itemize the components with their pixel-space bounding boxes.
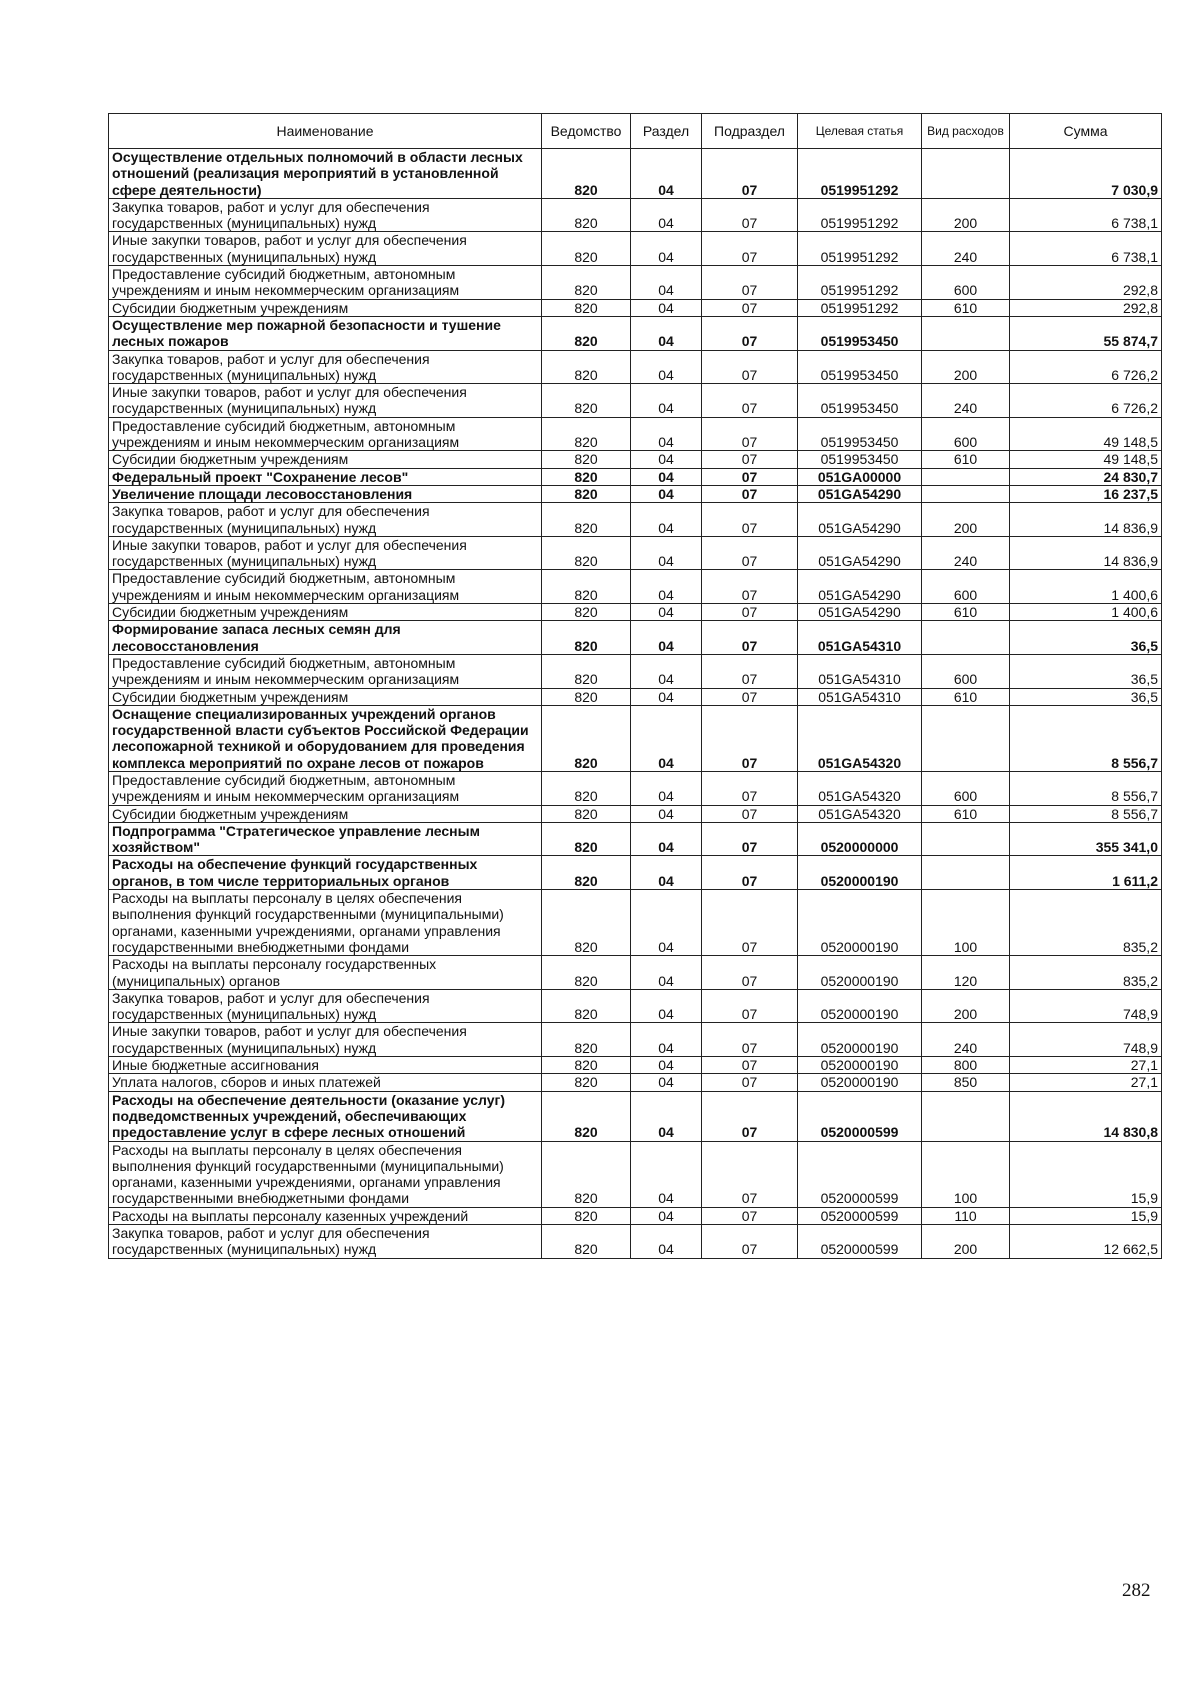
cell-target-article: 0519951292 <box>798 149 922 199</box>
cell-target-article: 051GA54290 <box>798 604 922 621</box>
cell-amount: 6 738,1 <box>1010 232 1162 266</box>
cell-subsection: 07 <box>702 451 798 468</box>
cell-agency: 820 <box>542 805 631 822</box>
cell-name: Иные закупки товаров, работ и услуг для обеспечения государственных (муниципальных) нужд <box>109 384 542 418</box>
cell-amount: 8 556,7 <box>1010 771 1162 805</box>
cell-amount: 1 400,6 <box>1010 570 1162 604</box>
cell-section: 04 <box>631 1074 702 1091</box>
cell-expense-type: 110 <box>922 1207 1010 1224</box>
cell-target-article: 0520000190 <box>798 1023 922 1057</box>
cell-target-article: 051GA54310 <box>798 688 922 705</box>
cell-name: Иные закупки товаров, работ и услуг для обеспечения государственных (муниципальных) нужд <box>109 232 542 266</box>
cell-section: 04 <box>631 1141 702 1207</box>
cell-subsection: 07 <box>702 570 798 604</box>
cell-section: 04 <box>631 232 702 266</box>
cell-target-article: 0519953450 <box>798 451 922 468</box>
cell-amount: 27,1 <box>1010 1074 1162 1091</box>
cell-name: Предоставление субсидий бюджетным, автономным учреждениям и иным некоммерческим организациям <box>109 266 542 300</box>
cell-agency: 820 <box>542 856 631 890</box>
table-header-row <box>109 114 1162 149</box>
cell-name: Субсидии бюджетным учреждениям <box>109 688 542 705</box>
cell-amount: 14 830,8 <box>1010 1091 1162 1141</box>
cell-agency: 820 <box>542 1207 631 1224</box>
budget-table <box>108 113 1162 1259</box>
cell-agency: 820 <box>542 771 631 805</box>
header-name: Наименование <box>109 114 542 149</box>
table-row <box>109 856 1162 890</box>
cell-section: 04 <box>631 822 702 856</box>
table-row <box>109 688 1162 705</box>
cell-agency: 820 <box>542 822 631 856</box>
cell-section: 04 <box>631 451 702 468</box>
cell-subsection: 07 <box>702 198 798 232</box>
table-row <box>109 149 1162 199</box>
cell-subsection: 07 <box>702 1207 798 1224</box>
cell-section: 04 <box>631 417 702 451</box>
cell-amount: 12 662,5 <box>1010 1225 1162 1259</box>
cell-subsection: 07 <box>702 468 798 485</box>
table-row <box>109 485 1162 502</box>
cell-name: Закупка товаров, работ и услуг для обеспечения государственных (муниципальных) нужд <box>109 503 542 537</box>
cell-expense-type <box>922 822 1010 856</box>
table-row <box>109 570 1162 604</box>
cell-section: 04 <box>631 856 702 890</box>
cell-amount: 8 556,7 <box>1010 705 1162 771</box>
cell-agency: 820 <box>542 198 631 232</box>
cell-agency: 820 <box>542 654 631 688</box>
cell-agency: 820 <box>542 688 631 705</box>
cell-expense-type <box>922 316 1010 350</box>
table-row <box>109 604 1162 621</box>
cell-name: Иные бюджетные ассигнования <box>109 1057 542 1074</box>
cell-agency: 820 <box>542 384 631 418</box>
cell-target-article: 051GA54290 <box>798 503 922 537</box>
cell-expense-type <box>922 705 1010 771</box>
cell-target-article: 0520000599 <box>798 1141 922 1207</box>
cell-agency: 820 <box>542 1141 631 1207</box>
cell-subsection: 07 <box>702 1141 798 1207</box>
cell-expense-type <box>922 856 1010 890</box>
table-body <box>109 149 1162 1259</box>
cell-amount: 36,5 <box>1010 688 1162 705</box>
cell-agency: 820 <box>542 232 631 266</box>
cell-target-article: 0520000190 <box>798 856 922 890</box>
cell-amount: 292,8 <box>1010 266 1162 300</box>
cell-amount: 49 148,5 <box>1010 417 1162 451</box>
cell-agency: 820 <box>542 1023 631 1057</box>
table-row <box>109 771 1162 805</box>
cell-target-article: 0519951292 <box>798 198 922 232</box>
cell-name: Расходы на выплаты персоналу казенных учреждений <box>109 1207 542 1224</box>
header-agency: Ведомство <box>542 114 631 149</box>
table-row <box>109 705 1162 771</box>
cell-name: Расходы на обеспечение функций государственных органов, в том числе территориальных органов <box>109 856 542 890</box>
cell-section: 04 <box>631 989 702 1023</box>
cell-amount: 15,9 <box>1010 1141 1162 1207</box>
table-row <box>109 299 1162 316</box>
cell-name: Иные закупки товаров, работ и услуг для обеспечения государственных (муниципальных) нужд <box>109 1023 542 1057</box>
table-row <box>109 1091 1162 1141</box>
cell-name: Расходы на обеспечение деятельности (оказание услуг) подведомственных учреждений, обеспечивающих предоставление услуг в сфере лесных отношений <box>109 1091 542 1141</box>
cell-target-article: 0519951292 <box>798 232 922 266</box>
cell-subsection: 07 <box>702 1057 798 1074</box>
cell-amount: 8 556,7 <box>1010 805 1162 822</box>
cell-section: 04 <box>631 536 702 570</box>
cell-agency: 820 <box>542 485 631 502</box>
cell-subsection: 07 <box>702 989 798 1023</box>
cell-target-article: 0519951292 <box>798 299 922 316</box>
table-row <box>109 822 1162 856</box>
cell-target-article: 0520000190 <box>798 989 922 1023</box>
table-row <box>109 989 1162 1023</box>
cell-target-article: 051GA54290 <box>798 485 922 502</box>
cell-section: 04 <box>631 384 702 418</box>
cell-subsection: 07 <box>702 232 798 266</box>
cell-amount: 1 611,2 <box>1010 856 1162 890</box>
table-row <box>109 451 1162 468</box>
cell-subsection: 07 <box>702 705 798 771</box>
cell-subsection: 07 <box>702 688 798 705</box>
cell-expense-type: 850 <box>922 1074 1010 1091</box>
cell-subsection: 07 <box>702 771 798 805</box>
cell-name: Формирование запаса лесных семян для лесовосстановления <box>109 621 542 655</box>
cell-expense-type: 600 <box>922 654 1010 688</box>
cell-expense-type <box>922 621 1010 655</box>
cell-target-article: 051GA54320 <box>798 705 922 771</box>
table-row <box>109 1057 1162 1074</box>
cell-section: 04 <box>631 654 702 688</box>
table-row <box>109 1207 1162 1224</box>
cell-expense-type: 200 <box>922 350 1010 384</box>
table-row <box>109 503 1162 537</box>
cell-subsection: 07 <box>702 654 798 688</box>
cell-subsection: 07 <box>702 805 798 822</box>
cell-amount: 6 726,2 <box>1010 384 1162 418</box>
cell-name: Расходы на выплаты персоналу в целях обеспечения выполнения функций государственными (муниципальными) органами, казенными учреждениями, органами управления государственными внебюджетными фондами <box>109 890 542 956</box>
cell-target-article: 0520000599 <box>798 1091 922 1141</box>
cell-expense-type: 600 <box>922 266 1010 300</box>
cell-agency: 820 <box>542 1225 631 1259</box>
cell-target-article: 0519953450 <box>798 316 922 350</box>
table-row <box>109 654 1162 688</box>
table-row <box>109 316 1162 350</box>
cell-section: 04 <box>631 1091 702 1141</box>
cell-name: Уплата налогов, сборов и иных платежей <box>109 1074 542 1091</box>
cell-agency: 820 <box>542 468 631 485</box>
cell-name: Предоставление субсидий бюджетным, автономным учреждениям и иным некоммерческим организациям <box>109 654 542 688</box>
cell-expense-type: 610 <box>922 688 1010 705</box>
cell-name: Расходы на выплаты персоналу в целях обеспечения выполнения функций государственными (муниципальными) органами, казенными учреждениями, органами управления государственными внебюджетными фондами <box>109 1141 542 1207</box>
cell-expense-type: 240 <box>922 232 1010 266</box>
cell-expense-type: 100 <box>922 890 1010 956</box>
cell-expense-type: 200 <box>922 198 1010 232</box>
cell-expense-type: 610 <box>922 805 1010 822</box>
cell-amount: 55 874,7 <box>1010 316 1162 350</box>
cell-target-article: 051GA54290 <box>798 570 922 604</box>
cell-target-article: 0520000190 <box>798 956 922 990</box>
cell-subsection: 07 <box>702 890 798 956</box>
cell-amount: 292,8 <box>1010 299 1162 316</box>
cell-amount: 748,9 <box>1010 1023 1162 1057</box>
cell-target-article: 051GA54320 <box>798 771 922 805</box>
cell-subsection: 07 <box>702 503 798 537</box>
cell-target-article: 0519951292 <box>798 266 922 300</box>
cell-section: 04 <box>631 688 702 705</box>
cell-target-article: 0519953450 <box>798 417 922 451</box>
cell-agency: 820 <box>542 989 631 1023</box>
table-row <box>109 890 1162 956</box>
table-row <box>109 805 1162 822</box>
cell-section: 04 <box>631 890 702 956</box>
cell-name: Закупка товаров, работ и услуг для обеспечения государственных (муниципальных) нужд <box>109 350 542 384</box>
cell-subsection: 07 <box>702 956 798 990</box>
cell-target-article: 0520000190 <box>798 1057 922 1074</box>
cell-agency: 820 <box>542 705 631 771</box>
cell-agency: 820 <box>542 956 631 990</box>
cell-target-article: 0520000599 <box>798 1225 922 1259</box>
table-row <box>109 1023 1162 1057</box>
cell-section: 04 <box>631 705 702 771</box>
cell-subsection: 07 <box>702 384 798 418</box>
cell-amount: 7 030,9 <box>1010 149 1162 199</box>
cell-section: 04 <box>631 805 702 822</box>
cell-amount: 24 830,7 <box>1010 468 1162 485</box>
cell-amount: 6 726,2 <box>1010 350 1162 384</box>
cell-agency: 820 <box>542 1074 631 1091</box>
cell-subsection: 07 <box>702 299 798 316</box>
cell-subsection: 07 <box>702 266 798 300</box>
page-number: 282 <box>1122 1580 1151 1601</box>
table-row <box>109 1225 1162 1259</box>
cell-amount: 835,2 <box>1010 890 1162 956</box>
table-row <box>109 956 1162 990</box>
header-section: Раздел <box>631 114 702 149</box>
cell-section: 04 <box>631 149 702 199</box>
cell-target-article: 0520000190 <box>798 1074 922 1091</box>
cell-section: 04 <box>631 468 702 485</box>
cell-expense-type: 200 <box>922 1225 1010 1259</box>
cell-agency: 820 <box>542 1057 631 1074</box>
cell-subsection: 07 <box>702 350 798 384</box>
cell-section: 04 <box>631 503 702 537</box>
cell-name: Субсидии бюджетным учреждениям <box>109 451 542 468</box>
cell-section: 04 <box>631 1207 702 1224</box>
cell-amount: 14 836,9 <box>1010 536 1162 570</box>
cell-amount: 835,2 <box>1010 956 1162 990</box>
cell-subsection: 07 <box>702 621 798 655</box>
cell-subsection: 07 <box>702 149 798 199</box>
cell-subsection: 07 <box>702 1225 798 1259</box>
table-row <box>109 621 1162 655</box>
table-row <box>109 198 1162 232</box>
cell-expense-type: 610 <box>922 299 1010 316</box>
cell-amount: 6 738,1 <box>1010 198 1162 232</box>
cell-target-article: 051GA54310 <box>798 654 922 688</box>
cell-target-article: 051GA54290 <box>798 536 922 570</box>
cell-section: 04 <box>631 956 702 990</box>
table-row <box>109 417 1162 451</box>
cell-amount: 49 148,5 <box>1010 451 1162 468</box>
cell-name: Предоставление субсидий бюджетным, автономным учреждениям и иным некоммерческим организациям <box>109 417 542 451</box>
cell-subsection: 07 <box>702 316 798 350</box>
cell-amount: 16 237,5 <box>1010 485 1162 502</box>
cell-section: 04 <box>631 485 702 502</box>
cell-target-article: 0520000599 <box>798 1207 922 1224</box>
table-row <box>109 384 1162 418</box>
cell-subsection: 07 <box>702 1091 798 1141</box>
cell-section: 04 <box>631 771 702 805</box>
cell-name: Оснащение специализированных учреждений органов государственной власти субъектов Российской Федерации лесопожарной техникой и оборудованием для проведения комплекса мероприятий по охране лесов от пожаров <box>109 705 542 771</box>
cell-amount: 36,5 <box>1010 621 1162 655</box>
cell-name: Предоставление субсидий бюджетным, автономным учреждениям и иным некоммерческим организациям <box>109 771 542 805</box>
cell-expense-type: 610 <box>922 604 1010 621</box>
cell-agency: 820 <box>542 316 631 350</box>
cell-expense-type: 240 <box>922 1023 1010 1057</box>
cell-name: Субсидии бюджетным учреждениям <box>109 805 542 822</box>
cell-name: Расходы на выплаты персоналу государственных (муниципальных) органов <box>109 956 542 990</box>
cell-expense-type: 240 <box>922 384 1010 418</box>
cell-expense-type: 800 <box>922 1057 1010 1074</box>
cell-agency: 820 <box>542 503 631 537</box>
cell-expense-type <box>922 468 1010 485</box>
cell-name: Субсидии бюджетным учреждениям <box>109 299 542 316</box>
cell-section: 04 <box>631 1057 702 1074</box>
cell-subsection: 07 <box>702 1074 798 1091</box>
cell-agency: 820 <box>542 604 631 621</box>
table-row <box>109 468 1162 485</box>
table-row <box>109 350 1162 384</box>
cell-name: Субсидии бюджетным учреждениям <box>109 604 542 621</box>
cell-name: Осуществление мер пожарной безопасности и тушение лесных пожаров <box>109 316 542 350</box>
header-amount: Сумма <box>1010 114 1162 149</box>
cell-expense-type: 610 <box>922 451 1010 468</box>
cell-section: 04 <box>631 1023 702 1057</box>
cell-section: 04 <box>631 621 702 655</box>
cell-agency: 820 <box>542 266 631 300</box>
cell-amount: 748,9 <box>1010 989 1162 1023</box>
cell-name: Иные закупки товаров, работ и услуг для обеспечения государственных (муниципальных) нужд <box>109 536 542 570</box>
cell-name: Федеральный проект "Сохранение лесов" <box>109 468 542 485</box>
cell-agency: 820 <box>542 621 631 655</box>
cell-expense-type: 240 <box>922 536 1010 570</box>
cell-name: Подпрограмма "Стратегическое управление лесным хозяйством" <box>109 822 542 856</box>
cell-section: 04 <box>631 198 702 232</box>
cell-target-article: 0519953450 <box>798 350 922 384</box>
cell-name: Предоставление субсидий бюджетным, автономным учреждениям и иным некоммерческим организациям <box>109 570 542 604</box>
cell-section: 04 <box>631 604 702 621</box>
cell-expense-type: 120 <box>922 956 1010 990</box>
cell-agency: 820 <box>542 350 631 384</box>
header-subsection: Подраздел <box>702 114 798 149</box>
cell-amount: 14 836,9 <box>1010 503 1162 537</box>
cell-expense-type: 200 <box>922 989 1010 1023</box>
cell-expense-type <box>922 485 1010 502</box>
cell-expense-type: 600 <box>922 417 1010 451</box>
cell-subsection: 07 <box>702 536 798 570</box>
cell-amount: 355 341,0 <box>1010 822 1162 856</box>
cell-target-article: 051GA00000 <box>798 468 922 485</box>
cell-subsection: 07 <box>702 417 798 451</box>
cell-name: Увеличение площади лесовосстановления <box>109 485 542 502</box>
cell-name: Закупка товаров, работ и услуг для обеспечения государственных (муниципальных) нужд <box>109 989 542 1023</box>
cell-agency: 820 <box>542 299 631 316</box>
cell-expense-type: 200 <box>922 503 1010 537</box>
cell-amount: 36,5 <box>1010 654 1162 688</box>
cell-target-article: 051GA54320 <box>798 805 922 822</box>
cell-subsection: 07 <box>702 1023 798 1057</box>
header-expense-type: Вид расходов <box>922 114 1010 149</box>
cell-name: Закупка товаров, работ и услуг для обеспечения государственных (муниципальных) нужд <box>109 1225 542 1259</box>
cell-subsection: 07 <box>702 485 798 502</box>
cell-target-article: 0519953450 <box>798 384 922 418</box>
cell-amount: 1 400,6 <box>1010 604 1162 621</box>
cell-expense-type <box>922 149 1010 199</box>
cell-agency: 820 <box>542 536 631 570</box>
cell-name: Закупка товаров, работ и услуг для обеспечения государственных (муниципальных) нужд <box>109 198 542 232</box>
cell-agency: 820 <box>542 890 631 956</box>
cell-amount: 15,9 <box>1010 1207 1162 1224</box>
cell-subsection: 07 <box>702 856 798 890</box>
cell-agency: 820 <box>542 149 631 199</box>
table-row <box>109 266 1162 300</box>
cell-section: 04 <box>631 570 702 604</box>
header-target-article: Целевая статья <box>798 114 922 149</box>
cell-name: Осуществление отдельных полномочий в области лесных отношений (реализация мероприятий в установленной сфере деятельности) <box>109 149 542 199</box>
table-row <box>109 232 1162 266</box>
cell-section: 04 <box>631 1225 702 1259</box>
cell-section: 04 <box>631 316 702 350</box>
cell-subsection: 07 <box>702 822 798 856</box>
cell-agency: 820 <box>542 1091 631 1141</box>
cell-target-article: 0520000000 <box>798 822 922 856</box>
cell-expense-type: 600 <box>922 570 1010 604</box>
cell-section: 04 <box>631 299 702 316</box>
cell-expense-type <box>922 1091 1010 1141</box>
table-row <box>109 536 1162 570</box>
table-row <box>109 1074 1162 1091</box>
cell-section: 04 <box>631 350 702 384</box>
cell-expense-type: 100 <box>922 1141 1010 1207</box>
cell-section: 04 <box>631 266 702 300</box>
cell-subsection: 07 <box>702 604 798 621</box>
cell-amount: 27,1 <box>1010 1057 1162 1074</box>
cell-agency: 820 <box>542 451 631 468</box>
table-row <box>109 1141 1162 1207</box>
cell-agency: 820 <box>542 570 631 604</box>
cell-target-article: 0520000190 <box>798 890 922 956</box>
cell-agency: 820 <box>542 417 631 451</box>
cell-target-article: 051GA54310 <box>798 621 922 655</box>
cell-expense-type: 600 <box>922 771 1010 805</box>
